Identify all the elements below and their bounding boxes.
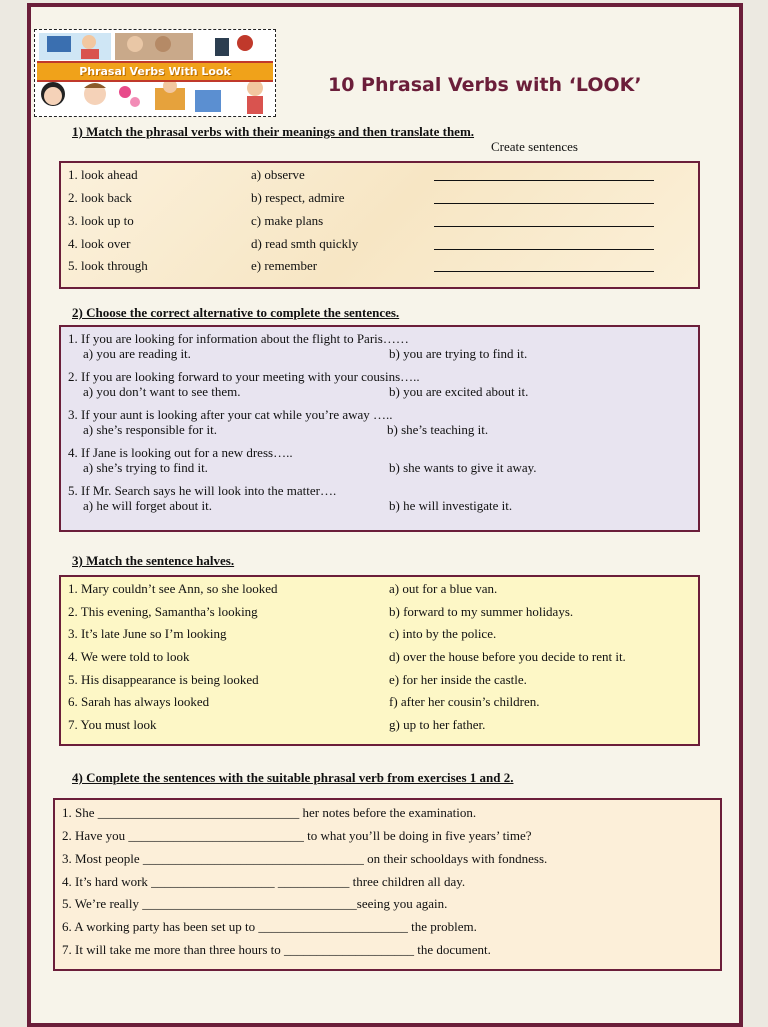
verb-item: 4. look over [68,236,131,251]
meaning-item: b) respect, admire [251,190,345,205]
sentence-half-end: a) out for a blue van. [389,581,498,596]
section2-title: 2) Choose the correct alternative to complete the sentences. [72,305,400,320]
sentence-half-end: c) into by the police. [389,626,497,641]
fill-in-sentence[interactable]: 5. We’re really _________________________________seeing you again. [62,896,448,911]
fill-in-sentence[interactable]: 2. Have you ___________________________ to what you’ll be doing in five years’ time? [62,828,532,843]
option-a[interactable]: a) you don’t want to see them. [83,384,241,399]
section1-title: 1) Match the phrasal verbs with their meanings and then translate them. [72,124,475,139]
logo-banner: Phrasal Verbs With Look [37,61,273,82]
section4-title: 4) Complete the sentences with the suitable phrasal verb from exercises 1 and 2. [72,770,514,785]
question-text: 2. If you are looking forward to your meeting with your cousins….. [68,369,420,384]
create-sentences-label: Create sentences [491,139,578,154]
option-a[interactable]: a) she’s trying to find it. [83,460,208,475]
option-a[interactable]: a) she’s responsible for it. [83,422,217,437]
sentence-answer-line[interactable] [434,180,654,181]
sentence-answer-line[interactable] [434,226,654,227]
page-title: 10 Phrasal Verbs with ‘LOOK’ [328,74,642,96]
verb-item: 2. look back [68,190,132,205]
sentence-half-end: e) for her inside the castle. [389,672,527,687]
verb-item: 1. look ahead [68,167,138,182]
verb-item: 3. look up to [68,213,134,228]
sentence-answer-line[interactable] [434,203,654,204]
option-b[interactable]: b) he will investigate it. [389,498,513,513]
option-b[interactable]: b) you are trying to find it. [389,346,528,361]
meaning-item: c) make plans [251,213,324,228]
option-b[interactable]: b) she’s teaching it. [387,422,489,437]
fill-in-sentence[interactable]: 1. She _______________________________ her notes before the examination. [62,805,477,820]
sentence-answer-line[interactable] [434,249,654,250]
section3-title: 3) Match the sentence halves. [72,553,235,568]
question-text: 1. If you are looking for information about the flight to Paris…… [68,331,409,346]
sentence-half-end: g) up to her father. [389,717,486,732]
sentence-half-end: d) over the house before you decide to rent it. [389,649,626,664]
option-b[interactable]: b) you are excited about it. [389,384,529,399]
question-text: 4. If Jane is looking out for a new dress….. [68,445,293,460]
sentence-half-start: 4. We were told to look [68,649,190,664]
meaning-item: a) observe [251,167,305,182]
meaning-item: d) read smth quickly [251,236,359,251]
sentence-half-start: 7. You must look [68,717,157,732]
option-a[interactable]: a) he will forget about it. [83,498,213,513]
option-a[interactable]: a) you are reading it. [83,346,191,361]
question-text: 3. If your aunt is looking after your cat while you’re away ….. [68,407,393,422]
sentence-half-start: 5. His disappearance is being looked [68,672,259,687]
meaning-item: e) remember [251,258,318,273]
fill-in-sentence[interactable]: 3. Most people __________________________________ on their schooldays with fondness. [62,851,548,866]
sentence-half-start: 2. This evening, Samantha’s looking [68,604,258,619]
fill-in-sentence[interactable]: 6. A working party has been set up to _______________________ the problem. [62,919,477,934]
fill-in-sentence[interactable]: 4. It’s hard work ___________________ ___________ three children all day. [62,874,466,889]
sentence-half-start: 6. Sarah has always looked [68,694,210,709]
sentence-half-start: 1. Mary couldn’t see Ann, so she looked [68,581,278,596]
option-b[interactable]: b) she wants to give it away. [389,460,537,475]
sentence-half-end: f) after her cousin’s children. [389,694,540,709]
sentence-answer-line[interactable] [434,271,654,272]
sentence-half-end: b) forward to my summer holidays. [389,604,574,619]
verb-item: 5. look through [68,258,148,273]
header-logo [34,29,276,117]
sentence-half-start: 3. It’s late June so I’m looking [68,626,227,641]
fill-in-sentence[interactable]: 7. It will take me more than three hours to ____________________ the document. [62,942,491,957]
question-text: 5. If Mr. Search says he will look into the matter…. [68,483,337,498]
